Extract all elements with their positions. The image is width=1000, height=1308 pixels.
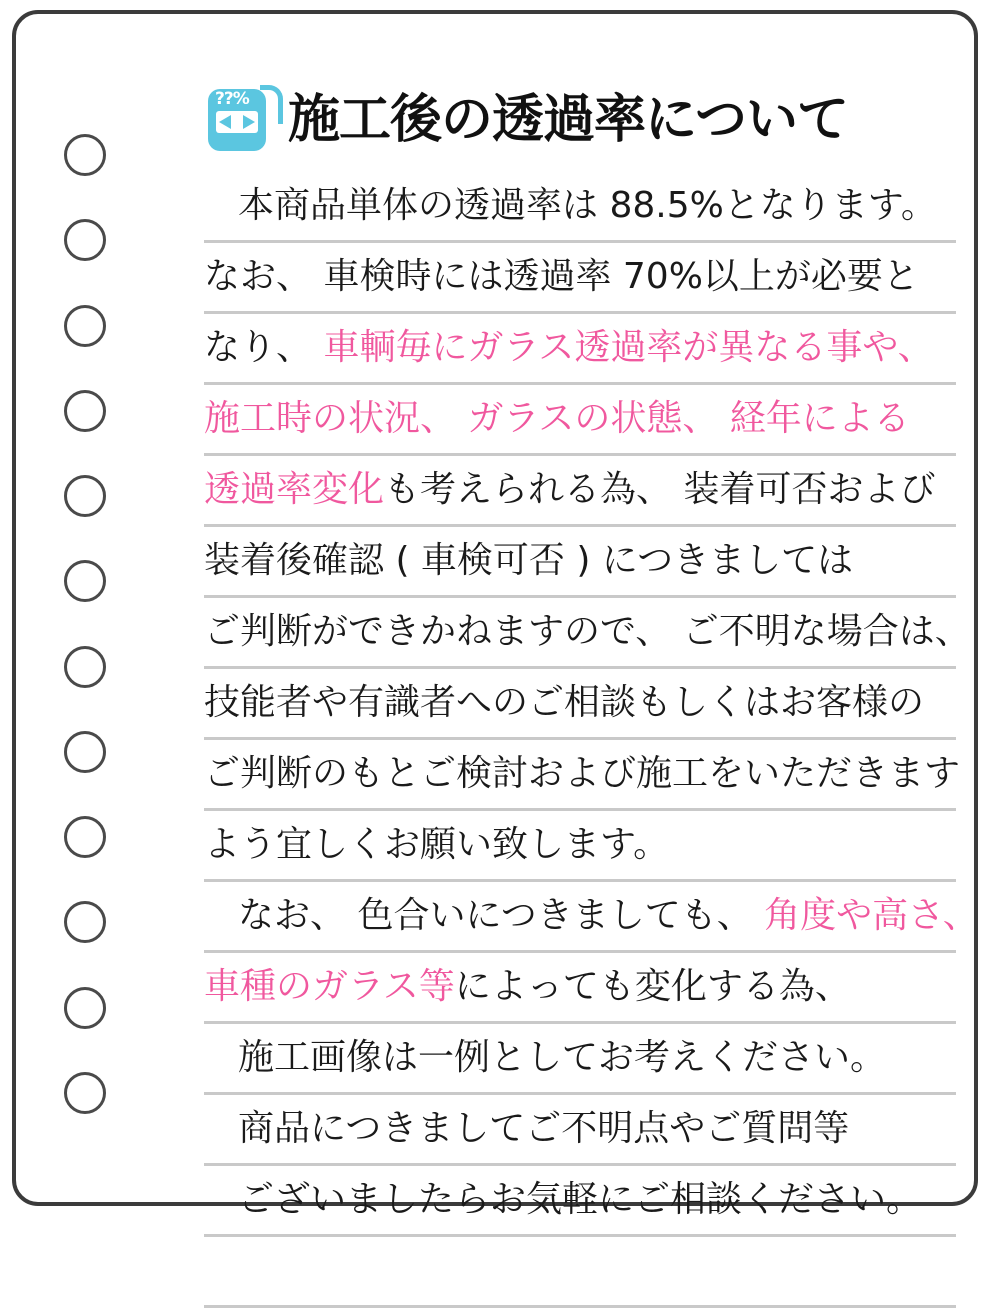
text-line: [204, 456, 956, 527]
body-text: によっても変化する為、: [454, 966, 851, 1007]
text-line: [204, 1024, 956, 1095]
punch-hole: [64, 901, 106, 943]
blank-ruled-line: [204, 1237, 956, 1308]
text-line: [204, 1166, 956, 1237]
punch-hole: [64, 134, 106, 176]
highlighted-text: 施工時の状況、 ガラスの状態、 経年による: [204, 398, 910, 439]
text-line: [204, 811, 956, 882]
punch-hole: [64, 1072, 106, 1114]
punch-holes-column: [50, 134, 120, 1114]
body-text: なお、 車検時には透過率 70%以上が必要と: [204, 256, 919, 297]
punch-hole: [64, 305, 106, 347]
body-text: 本商品単体の透過率は 88.5%となります。: [238, 185, 937, 226]
text-line: [204, 740, 961, 811]
text-line: [204, 882, 979, 953]
text-line: [204, 1095, 956, 1166]
text-line: [204, 243, 956, 314]
text-line: [204, 385, 956, 456]
text-line: [204, 598, 971, 669]
highlighted-text: 透過率変化: [204, 469, 385, 510]
punch-hole: [64, 987, 106, 1029]
punch-hole: [64, 475, 106, 517]
body-text: も考えられる為、 装着可否および: [384, 469, 936, 510]
notebook-sheet: [12, 10, 979, 1220]
ruled-text-block: [204, 172, 979, 1308]
icon-label: ??%: [215, 89, 249, 109]
punch-hole: [64, 731, 106, 773]
punch-hole: [64, 390, 106, 432]
punch-hole: [64, 219, 106, 261]
body-text: ご判断のもとご検討および施工をいただきます: [204, 753, 961, 794]
body-text: 装着後確認 ( 車検可否 ) につきましては: [204, 540, 854, 581]
body-text: なお、 色合いにつきましても、: [238, 895, 765, 936]
text-line: [204, 172, 956, 243]
document-title-row: [204, 74, 956, 166]
body-text: 商品につきましてご不明点やご質問等: [238, 1108, 850, 1149]
body-text: なり、: [204, 327, 324, 368]
body-text: 技能者や有識者へのご相談もしくはお客様の: [204, 682, 925, 723]
highlighted-text: 角度や高さ、: [764, 895, 979, 936]
page-title: 施工後の透過率について: [288, 90, 848, 150]
text-line: [204, 953, 956, 1024]
punch-hole: [64, 560, 106, 602]
highlighted-text: 車輌毎にガラス透過率が異なる事や、: [323, 327, 934, 368]
text-line: [204, 527, 956, 598]
body-text: ご判断ができかねますので、 ご不明な場合は、: [204, 611, 971, 652]
text-line: [204, 669, 956, 740]
transmittance-question-icon: [204, 83, 278, 157]
punch-hole: [64, 646, 106, 688]
punch-hole: [64, 816, 106, 858]
body-text: よう宜しくお願い致します。: [204, 824, 670, 865]
text-line: [204, 314, 956, 385]
document-content: [204, 74, 979, 1308]
highlighted-text: 車種のガラス等: [204, 966, 455, 1007]
body-text: ございましたらお気軽にご相談ください。: [238, 1179, 923, 1220]
body-text: 施工画像は一例としてお考えください。: [238, 1037, 887, 1078]
